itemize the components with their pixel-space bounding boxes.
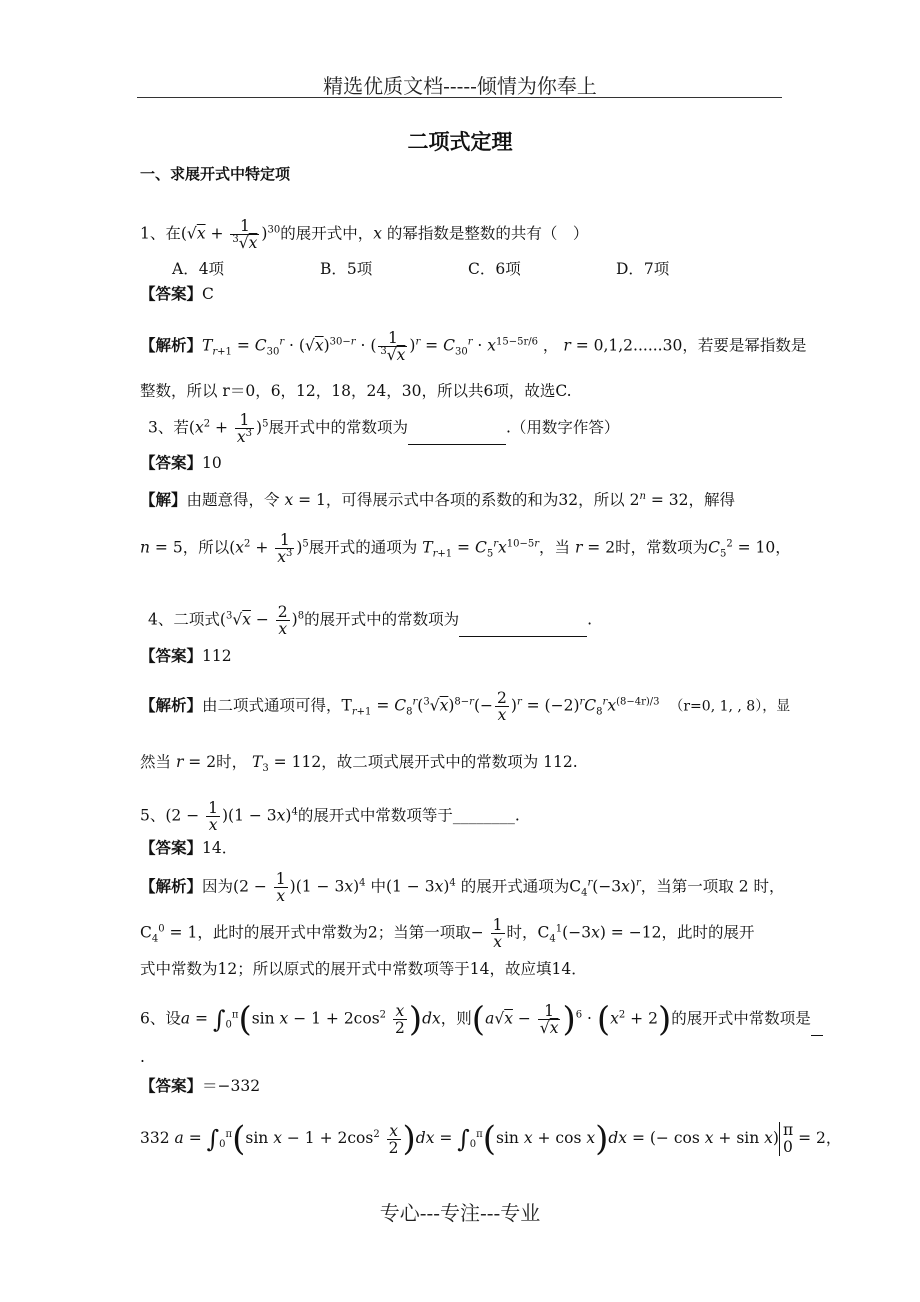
q5-a1: 因为 — [202, 877, 234, 896]
q4-analysis-label: 【解析】 — [140, 695, 203, 715]
q1-analysis-mid: ，若要是幂指数是 — [682, 336, 807, 355]
q4-analysis-a: 由二项式通项可得， — [202, 696, 342, 715]
q6-answer — [140, 1075, 260, 1097]
q4-an-2c: ，故二项式展开式中的常数项为 112. — [321, 753, 578, 771]
q3-answer — [140, 452, 222, 474]
q3-sol-2d: 时，常数项为 — [615, 538, 709, 557]
q1-prefix: 1、在 — [140, 224, 181, 243]
q5-b2: ；当第一项取 — [377, 923, 471, 942]
q1-option-c[interactable]: C．6项 — [468, 260, 521, 278]
q6-dot: . — [140, 1048, 145, 1066]
q4-stem: 4、二项式($^3$√x − $\frac{2}{x}$ )$^8$的展开式中的常数项为 . — [148, 603, 593, 638]
q3-sol-1a: 由题意得，令 — [186, 491, 280, 509]
q3-tail: .（用数字作答） — [505, 418, 620, 437]
q4-an-2b: 时， — [216, 753, 248, 771]
q3-solution-line2: n = 5，所以($x^2$ + $\frac{1}{x^3}$ )$^5$展开式的通项为 $T_{r+1} = C_5^rx^{10-5r}$，当 r = 2时，常数项为$C_5^2 = 10$， — [140, 531, 791, 566]
q1-suffix: 的展开式中， — [280, 224, 374, 243]
q3-sol-1c: ，解得 — [688, 491, 735, 509]
q4-analysis-line1: 【解析】由二项式通项可得，$T_{r+1} = C_8^r(^3√x)^{8-r}(-$ $\frac{2}{x}$ )$^r = (-2)^rC_8^rx^{(8-4r)/3}$ （r=0, 1, , 8），显 — [140, 689, 791, 724]
q3-prefix: 3、若 — [148, 418, 189, 437]
q1-stem: 1、在(√x + $\frac{1}{^3√x}$ )$^{30}$的展开式中，x 的幂指数是整数的共有（ ） — [140, 217, 589, 252]
q5-prefix: 5、 — [140, 806, 166, 825]
q4-suffix: 的展开式中的常数项为 — [304, 610, 460, 629]
q3-blank[interactable] — [408, 444, 506, 445]
q1-option-b[interactable]: B．5项 — [320, 260, 373, 278]
q5-b3: 时， — [506, 923, 538, 942]
q5-suffix: 的展开式中常数项等于________. — [297, 806, 520, 825]
q5-c2: ；所以原式的展开式中常数项等于 — [237, 960, 470, 978]
q3-answer-label: 【答案】 — [140, 453, 203, 472]
q6-sol-prefix: 332 — [140, 1129, 170, 1147]
q6-stem: 6、设$a = \int_0^\pi(\sin$ $x - 1 + 2\cos^2$ $\frac{x}{2}$ )dx，则(a√x − $\frac{1}{√x}$ )$^6 \cdot (x^2 + 2)$的展开式中常数项是 — [140, 1003, 823, 1036]
q1-option-d[interactable]: D．7项 — [616, 260, 670, 278]
q5-a3: 的展开式通项为 — [460, 877, 570, 896]
q4-answer — [140, 645, 232, 667]
q6-blank[interactable] — [811, 1035, 823, 1036]
q3-sol-2c: ，当 — [539, 538, 571, 557]
q1-analysis-label: 【解析】 — [140, 335, 203, 355]
page-title: 二项式定理 — [407, 129, 513, 154]
q1-answer-label: 【答案】 — [140, 284, 203, 303]
q5-b1: ，此时的展开式中常数为 — [197, 923, 368, 942]
q5-stem: 5、(2 − $\frac{1}{x}$ )$(1 - 3x)^4$的展开式中常数项等于________. — [140, 799, 520, 834]
q6-suffix: 的展开式中常数项是 — [671, 1009, 811, 1028]
q5-a4: ，当第一项取 2 时， — [640, 877, 785, 896]
q5-answer-value: 14． — [202, 839, 238, 857]
page-header: 精选优质文档-----倾情为你奉上 — [323, 74, 597, 98]
q1-option-a[interactable]: A．4项 — [172, 260, 225, 278]
header-rule — [137, 97, 782, 98]
q5-c3: ，故应填 — [489, 960, 552, 978]
q1-analysis-line2: 整数，所以 r＝0，6，12，18，24，30，所以共6项，故选C. — [140, 382, 572, 400]
q1-answer — [140, 283, 214, 305]
q3-sol-2a: ，所以 — [182, 538, 230, 557]
q6-mid: ，则 — [440, 1009, 472, 1028]
q3-suffix: 展开式中的常数项为 — [268, 418, 408, 437]
q5-answer-label: 【答案】 — [140, 838, 203, 857]
q1-analysis: 【解析】$T_{r+1} = C_{30}^r \cdot (√x)^{30-r}$ · ( $\frac{1}{^3√x}$ )$^r = C_{30}^r \cdot x^{15-5r/6}$ ， r = 0,1,2......30，若要是幂指数是 — [140, 329, 807, 364]
q3-answer-value: 10 — [202, 454, 222, 472]
q1-options — [172, 258, 764, 280]
q5-b4: ，此时的展开 — [661, 923, 755, 942]
q5-c1: 式中常数为 — [140, 960, 218, 978]
q6-solution: 332 $a = \int_0^\pi(\sin$ $x - 1 + 2\cos^2$ $\frac{x}{2}$ )$dx = \int_0^\pi(\sin$ x + cos x)dx = (− cos x + sin x) π 0 = 2， — [140, 1119, 842, 1159]
q6-prefix: 6、设 — [140, 1009, 181, 1028]
q5-analysis-line3: 式中常数为12；所以原式的展开式中常数项等于14，故应填14． — [140, 960, 587, 978]
q4-answer-value: 112 — [202, 647, 232, 665]
q4-an-2a: 然当 — [140, 753, 172, 771]
q4-blank[interactable] — [459, 636, 587, 637]
q3-sol-2b: 展开式的通项为 — [308, 538, 418, 557]
q4-analysis-range: （r=0, 1, , 8），显 — [669, 698, 791, 715]
section-heading: 一、求展开式中特定项 — [140, 165, 291, 183]
q4-prefix: 4、二项式 — [148, 610, 220, 629]
q5-a2: 中 — [370, 877, 386, 896]
q3-solution-line1: 【解】由题意得，令 x = 1，可得展示式中各项的系数的和为32，所以 $2^n = 32$，解得 — [140, 490, 735, 509]
q4-analysis-line2: 然当 r = 2时， $T_3 = 112$，故二项式展开式中的常数项为 112. — [140, 753, 578, 775]
q1-tail: 的幂指数是整数的共有（ ） — [386, 224, 589, 243]
page-footer: 专心---专注---专业 — [379, 1201, 541, 1225]
q5-analysis-label: 【解析】 — [140, 876, 203, 896]
q3-stem: 3、若($x^2$ + $\frac{1}{x^3}$ )$^5$展开式中的常数项为 .（用数字作答） — [148, 411, 620, 446]
q5-analysis-line2: $C_4^0 = 1$，此时的展开式中常数为2；当第一项取− $\frac{1}{x}$ 时，$C_4^1(-3x) = -12$，此时的展开 — [140, 916, 755, 951]
q6-answer-label: 【答案】 — [140, 1076, 203, 1095]
q6-answer-value: ＝−332 — [202, 1077, 261, 1095]
q3-sol-label: 【解】 — [140, 490, 187, 509]
q5-analysis-line1: 【解析】因为(2 − $\frac{1}{x}$ )$(1 - 3x)^4$ 中$(1 - 3x)^4$ 的展开式通项为$C_4^r(-3x)^r$，当第一项取 2 时， — [140, 870, 785, 905]
q3-sol-1b: ，可得展示式中各项的系数的和为32，所以 — [325, 491, 625, 509]
q5-answer — [140, 837, 237, 859]
q4-answer-label: 【答案】 — [140, 646, 203, 665]
q1-answer-value: C — [202, 285, 214, 303]
q1-frac: $\frac{1}{^3√x}$ — [232, 217, 258, 252]
